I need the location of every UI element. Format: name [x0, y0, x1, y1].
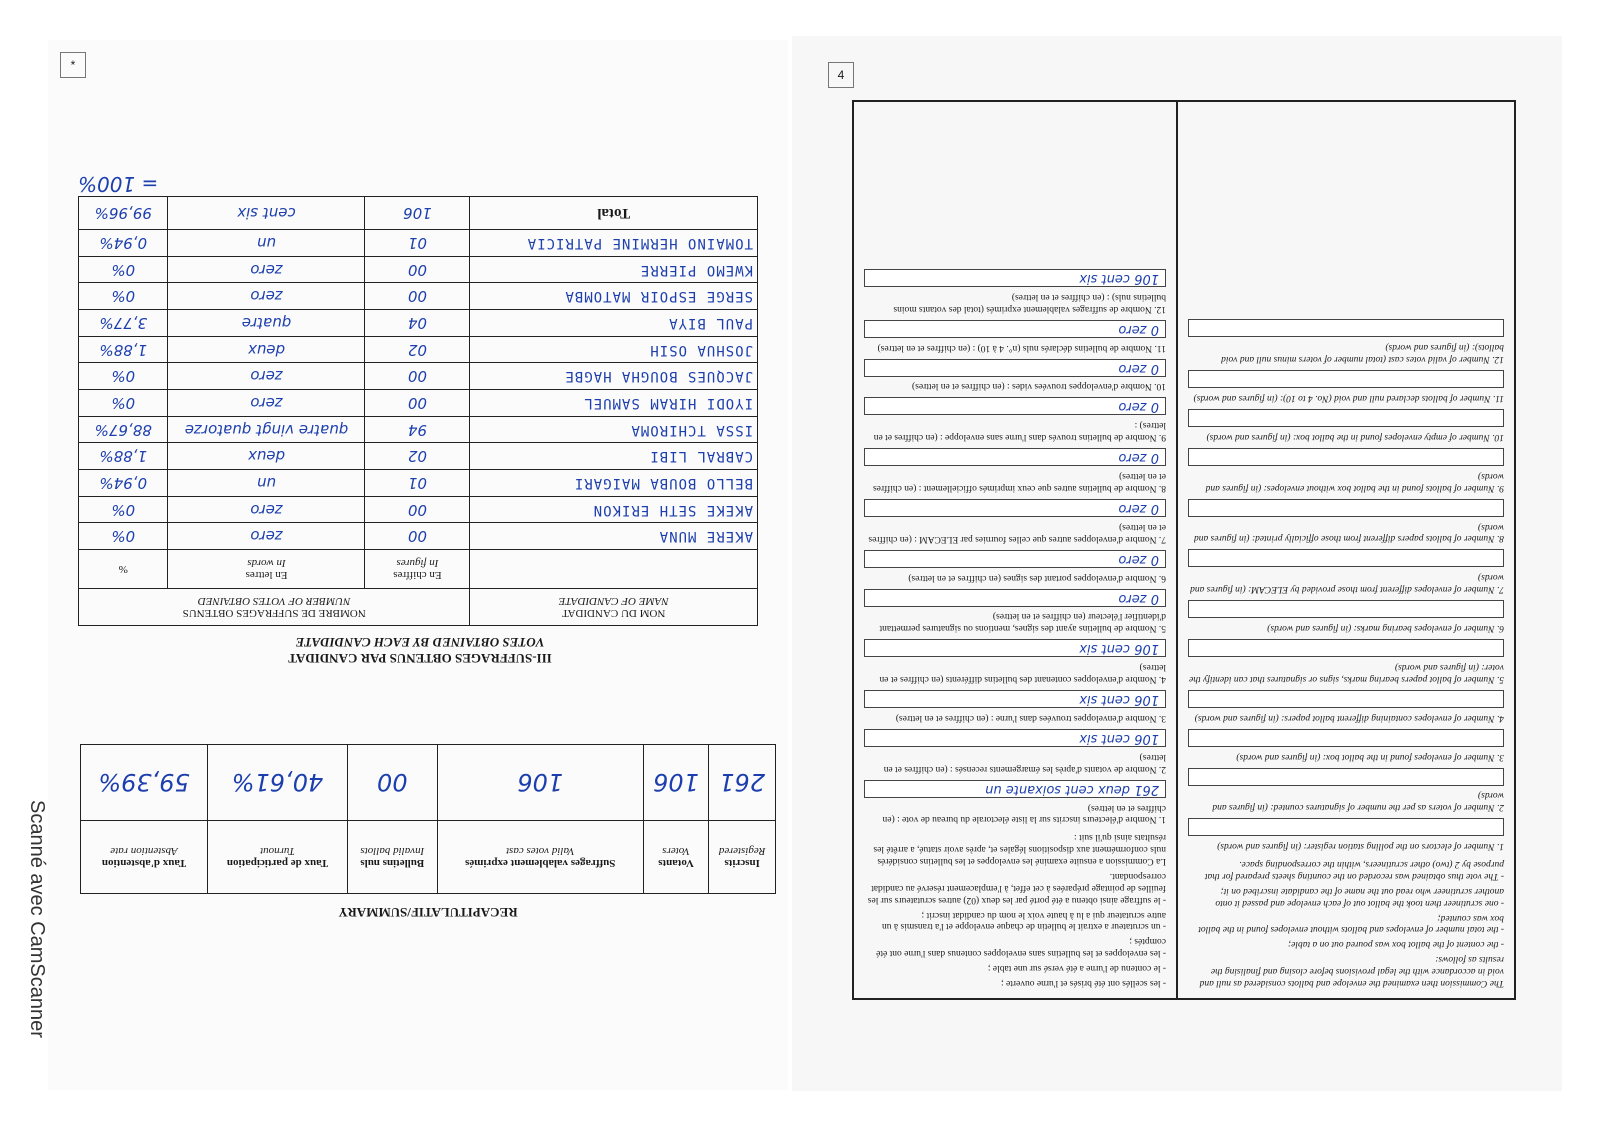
en-item-box[interactable] — [1188, 448, 1504, 466]
candidate-percent: 0,94% — [79, 229, 169, 256]
en-intro-paragraph: The Commission then examined the envelope and ballots considered as null and void in accordance with the legal provisions before closing and finalising the results as follows: — [1199, 954, 1504, 988]
candidate-words: zero — [168, 283, 365, 310]
fr-intro-paragraph: - le contenu de l'urne a été versé sur une table ; — [987, 963, 1166, 974]
fr-form-item: 2. Nombre de votants d'après les émargements recensés : (en chiffres et en lettres) 106 cent six — [864, 729, 1166, 774]
candidate-row — [79, 310, 758, 337]
candidates-title: III-SUFFRAGES OBTENUS PAR CANDIDAT VOTES OBTAINED BY EACH CANDIDATE — [288, 635, 552, 666]
summary-table — [80, 744, 776, 894]
fr-item-value[interactable]: 0 zero — [864, 448, 1166, 466]
fr-form-item: 8. Nombre de bulletins autres que ceux imprimés officiellement : (en chiffres et en lettres) 0 zero — [864, 448, 1166, 493]
en-item-box[interactable] — [1188, 768, 1504, 786]
candidate-figures: 02 — [365, 443, 470, 470]
en-intro-paragraph: - The vote thus obtained was recorded on the counting sheets prepared for that purpose by 2 (two) other scrutineers, within the corresponding space. — [1204, 859, 1504, 881]
candidate-percent: 0,94% — [79, 470, 169, 497]
candidate-percent: 0% — [79, 496, 169, 523]
fr-form-item: 4. Nombre d'enveloppes contenant des bulletins différents (en chiffres et en lettres) 106 cent six — [864, 639, 1166, 684]
en-item-box[interactable] — [1188, 818, 1504, 836]
candidate-words: zero — [168, 496, 365, 523]
candidate-name: JACQUES BOUGHA HAGBE — [470, 363, 758, 390]
candidate-row — [79, 523, 758, 550]
candidate-percent: 0% — [79, 523, 169, 550]
candidate-words: zero — [168, 363, 365, 390]
percent-note: = 100% — [78, 172, 159, 196]
summary-value: 59,39% — [81, 745, 208, 821]
fr-item-value[interactable]: 106 cent six — [864, 639, 1166, 657]
en-form-item: 2. Number of voters as per the number of signatures counted: (in figures and words) — [1188, 768, 1504, 813]
en-intro-paragraph: - the content of the ballot box was poured out on a table; — [1287, 939, 1504, 950]
fr-item-value[interactable]: 0 zero — [864, 320, 1166, 338]
candidate-figures: 00 — [365, 283, 470, 310]
candidate-figures: 01 — [365, 229, 470, 256]
summary-header: Taux d'abstention Abstention rate — [81, 820, 208, 893]
en-item-box[interactable] — [1188, 409, 1504, 427]
total-words: cent six — [168, 197, 365, 230]
candidate-percent: 0% — [79, 363, 169, 390]
fr-form-item: 1. Nombre d'électeurs inscrits sur la liste électorale du bureau de vote : (en chiffres et en lettres) 261 deux cent soixante un — [864, 780, 1166, 825]
summary-value: 261 — [709, 745, 776, 821]
fr-intro-paragraph: La Commission a ensuite examiné les enveloppes et les bulletins considérés nuls conformément aux dispositions légales et, après avoir statué, a arrêté les résultats ainsi qu'il suit : — [873, 832, 1166, 867]
candidate-name: AKERE MUNA — [470, 523, 758, 550]
candidate-name: ISSA TCHIROMA — [470, 416, 758, 443]
en-form-item: 7. Number of envelopes different from those provided by ELECAM: (in figures and words) — [1188, 550, 1504, 595]
fr-item-value[interactable]: 0 zero — [864, 499, 1166, 517]
header-figures: En chiffres In figures — [365, 550, 470, 589]
candidate-percent: 1,88% — [79, 443, 169, 470]
fr-form-item: 5. Nombre de bulletins ayant des signes, mentions ou signatures permettant d'identifier l'électeur (en chiffres et en lettres) 0 zero — [864, 589, 1166, 634]
en-form-item: 10. Number of empty envelopes found in the ballot box: (in figures and words) — [1188, 409, 1504, 442]
candidate-figures: 94 — [365, 416, 470, 443]
fr-intro-paragraph: - un scrutateur a extrait le bulletin de chaque enveloppe et l'a transmis à un autre scrutateur qui a lu à haute voix le nom du candidat inscrit ; — [882, 909, 1166, 932]
candidate-figures: 01 — [365, 470, 470, 497]
total-percent: 99,96% — [79, 197, 169, 230]
en-item-box[interactable] — [1188, 600, 1504, 618]
candidate-figures: 00 — [365, 390, 470, 417]
summary-title: RECAPITULATIF/SUMMARY — [338, 905, 518, 920]
summary-header: Bulletins nuls Invalid ballots — [347, 820, 437, 893]
header-name: NOM DU CANDIDAT NAME OF CANDIDATE — [470, 589, 758, 626]
en-item-box[interactable] — [1188, 320, 1504, 338]
candidate-figures: 02 — [365, 336, 470, 363]
header-percent: % — [79, 550, 169, 589]
candidate-row — [79, 229, 758, 256]
candidate-row — [79, 390, 758, 417]
candidate-figures: 00 — [365, 496, 470, 523]
candidate-row — [79, 363, 758, 390]
candidates-table — [78, 196, 758, 626]
fr-item-value[interactable]: 0 zero — [864, 550, 1166, 568]
candidate-words: quatre vingt quatorze — [168, 416, 365, 443]
en-item-box[interactable] — [1188, 729, 1504, 747]
fr-form-item: 11. Nombre de bulletins déclarés nuls (n°. 4 à 10) : (en chiffres et en lettres) 0 zero — [864, 320, 1166, 353]
summary-header: Votants Voters — [643, 820, 709, 893]
en-form-item: 11. Number of ballots declared null and void (No. 4 to 10): (in figures and words) — [1188, 370, 1504, 403]
candidate-percent: 0% — [79, 390, 169, 417]
fr-form-item: 6. Nombre d'enveloppes portant des signes (en chiffres et en lettres) 0 zero — [864, 550, 1166, 583]
summary-header: Inscrits Registered — [709, 820, 776, 893]
fr-item-value[interactable]: 261 deux cent soixante un — [864, 780, 1166, 798]
candidate-name: CABRAL LIBI — [470, 443, 758, 470]
en-form-item: 1. Number of electors on the polling station register: (in figures and words) — [1188, 818, 1504, 851]
candidate-row — [79, 283, 758, 310]
summary-header: Suffrages valablement exprimés Valid votes cast — [437, 820, 643, 893]
fr-form-item: 10. Nombre d'enveloppes trouvées vides : (en chiffres et en lettres) 0 zero — [864, 359, 1166, 392]
en-item-box[interactable] — [1188, 370, 1504, 388]
en-intro-paragraph: - one scrutineer then took the ballot out of each envelope and passed it onto another scrutineer who read out the name of the candidate inscribed on it; — [1215, 885, 1504, 908]
candidate-figures: 00 — [365, 256, 470, 283]
camscanner-watermark: Scanné avec CamScanner — [26, 800, 48, 1038]
candidate-row — [79, 256, 758, 283]
candidate-percent: 0% — [79, 283, 169, 310]
fr-item-value[interactable]: 0 zero — [864, 359, 1166, 377]
en-form-item: 3. Number of envelopes found in the ballot box: (in figures and words) — [1188, 729, 1504, 762]
candidate-words: un — [168, 229, 365, 256]
candidate-words: un — [168, 470, 365, 497]
fr-form-item: 12. Nombre de suffrages valablement exprimés (total des votants moins bulletins nuls) : (en chiffres et en lettres) 106 cent six — [864, 269, 1166, 314]
french-column — [854, 102, 1176, 998]
total-figures: 106 — [365, 197, 470, 230]
candidate-percent: 3,77% — [79, 310, 169, 337]
candidate-row — [79, 470, 758, 497]
en-item-box[interactable] — [1188, 639, 1504, 657]
fr-item-value[interactable]: 106 cent six — [864, 269, 1166, 287]
candidate-row — [79, 496, 758, 523]
en-form-item: 5. Number of ballot papers bearing marks, signs or signatures that can identify the voter: (in figures and words) — [1188, 639, 1504, 684]
fr-intro-paragraph: - les enveloppes et les bulletins sans enveloppes contenus dans l'urne ont été comptés ; — [876, 936, 1166, 959]
fr-item-value[interactable]: 106 cent six — [864, 690, 1166, 708]
candidate-percent: 1,88% — [79, 336, 169, 363]
candidate-words: zero — [168, 523, 365, 550]
candidate-name: JOSHUA OSIH — [470, 336, 758, 363]
candidate-name: TOMAINO HERMINE PATRICIA — [470, 229, 758, 256]
summary-value: 106 — [643, 745, 709, 821]
summary-value: 40,61% — [208, 745, 348, 821]
candidate-words: zero — [168, 390, 365, 417]
en-form-item: 6. Number of envelopes bearing marks: (in figures and words) — [1188, 600, 1504, 633]
fr-form-item: 7. Nombre d'enveloppes autres que celles fournies par ELECAM : (en chiffres et en lettres) 0 zero — [864, 499, 1166, 544]
en-item-box[interactable] — [1188, 690, 1504, 708]
candidate-name: AKEKE SETH ERIKON — [470, 496, 758, 523]
left-corner-mark: * — [60, 52, 86, 78]
candidate-words: quatre — [168, 310, 365, 337]
results-form — [852, 100, 1516, 1000]
en-form-item: 9. Number of ballots found in the ballot box without envelopes: (in figures and words) — [1188, 448, 1504, 493]
fr-item-value[interactable]: 0 zero — [864, 398, 1166, 416]
en-item-box[interactable] — [1188, 550, 1504, 568]
en-form-item: 12. Number of valid votes cast (total number of voters minus null and void ballots): (in figures and words) — [1188, 320, 1504, 365]
en-form-item: 8. Number of ballots papers different from those officially printed: (in figures and words) — [1188, 499, 1504, 544]
candidate-name: KWEMO PIERRE — [470, 256, 758, 283]
fr-intro-paragraph: - le suffrage ainsi obtenu a été porté par les deux (02) autres scrutateurs sur les feuilles de pointage préparées à cet effet, à l'emplacement réservé au candidat correspondant. — [867, 871, 1166, 905]
fr-form-item: 3. Nombre d'enveloppes trouvées dans l'urne : (en chiffres et en lettres) 106 cent six — [864, 690, 1166, 723]
en-item-box[interactable] — [1188, 499, 1504, 517]
candidate-name: IYODI HIRAM SAMUEL — [470, 390, 758, 417]
candidate-words: zero — [168, 256, 365, 283]
candidate-words: deux — [168, 443, 365, 470]
candidate-row — [79, 336, 758, 363]
candidate-figures: 00 — [365, 363, 470, 390]
candidate-percent: 88,67% — [79, 416, 169, 443]
header-words: En lettres In words — [168, 550, 365, 589]
fr-intro-paragraph: - les scellés ont été brisés et l'urne ouverte ; — [1000, 978, 1166, 988]
right-corner-mark: 4 — [828, 62, 854, 88]
fr-form-item: 9. Nombre de bulletins trouvés dans l'urne sans enveloppe : (en chiffres et en lettres) : 0 zero — [864, 398, 1166, 443]
en-form-item: 4. Number of envelopes containing different ballot papers: (in figures and words) — [1188, 690, 1504, 723]
en-intro-paragraph: - the total number of envelopes and ballots without envelopes found in the ballot box was counted; — [1198, 912, 1504, 935]
summary-value: 106 — [437, 745, 643, 821]
candidate-name: PAUL BIYA — [470, 310, 758, 337]
candidate-percent: 0% — [79, 256, 169, 283]
candidate-words: deux — [168, 336, 365, 363]
summary-value: 00 — [347, 745, 437, 821]
candidate-row — [79, 416, 758, 443]
header-votes: NOMBRE DE SUFFRAGES OBTENUS NUMBER OF VOTES OBTAINED — [79, 589, 470, 626]
summary-header: Taux de participation Turnout — [208, 820, 348, 893]
candidate-figures: 04 — [365, 310, 470, 337]
candidate-name: SERGE ESPOIR MATOMBA — [470, 283, 758, 310]
total-row: Total 106 cent six 99,96% — [79, 197, 758, 230]
fr-item-value[interactable]: 106 cent six — [864, 729, 1166, 747]
candidate-name: BELLO BOUBA MAIGARI — [470, 470, 758, 497]
fr-item-value[interactable]: 0 zero — [864, 589, 1166, 607]
candidate-row — [79, 443, 758, 470]
english-column — [1176, 102, 1514, 998]
candidate-figures: 00 — [365, 523, 470, 550]
